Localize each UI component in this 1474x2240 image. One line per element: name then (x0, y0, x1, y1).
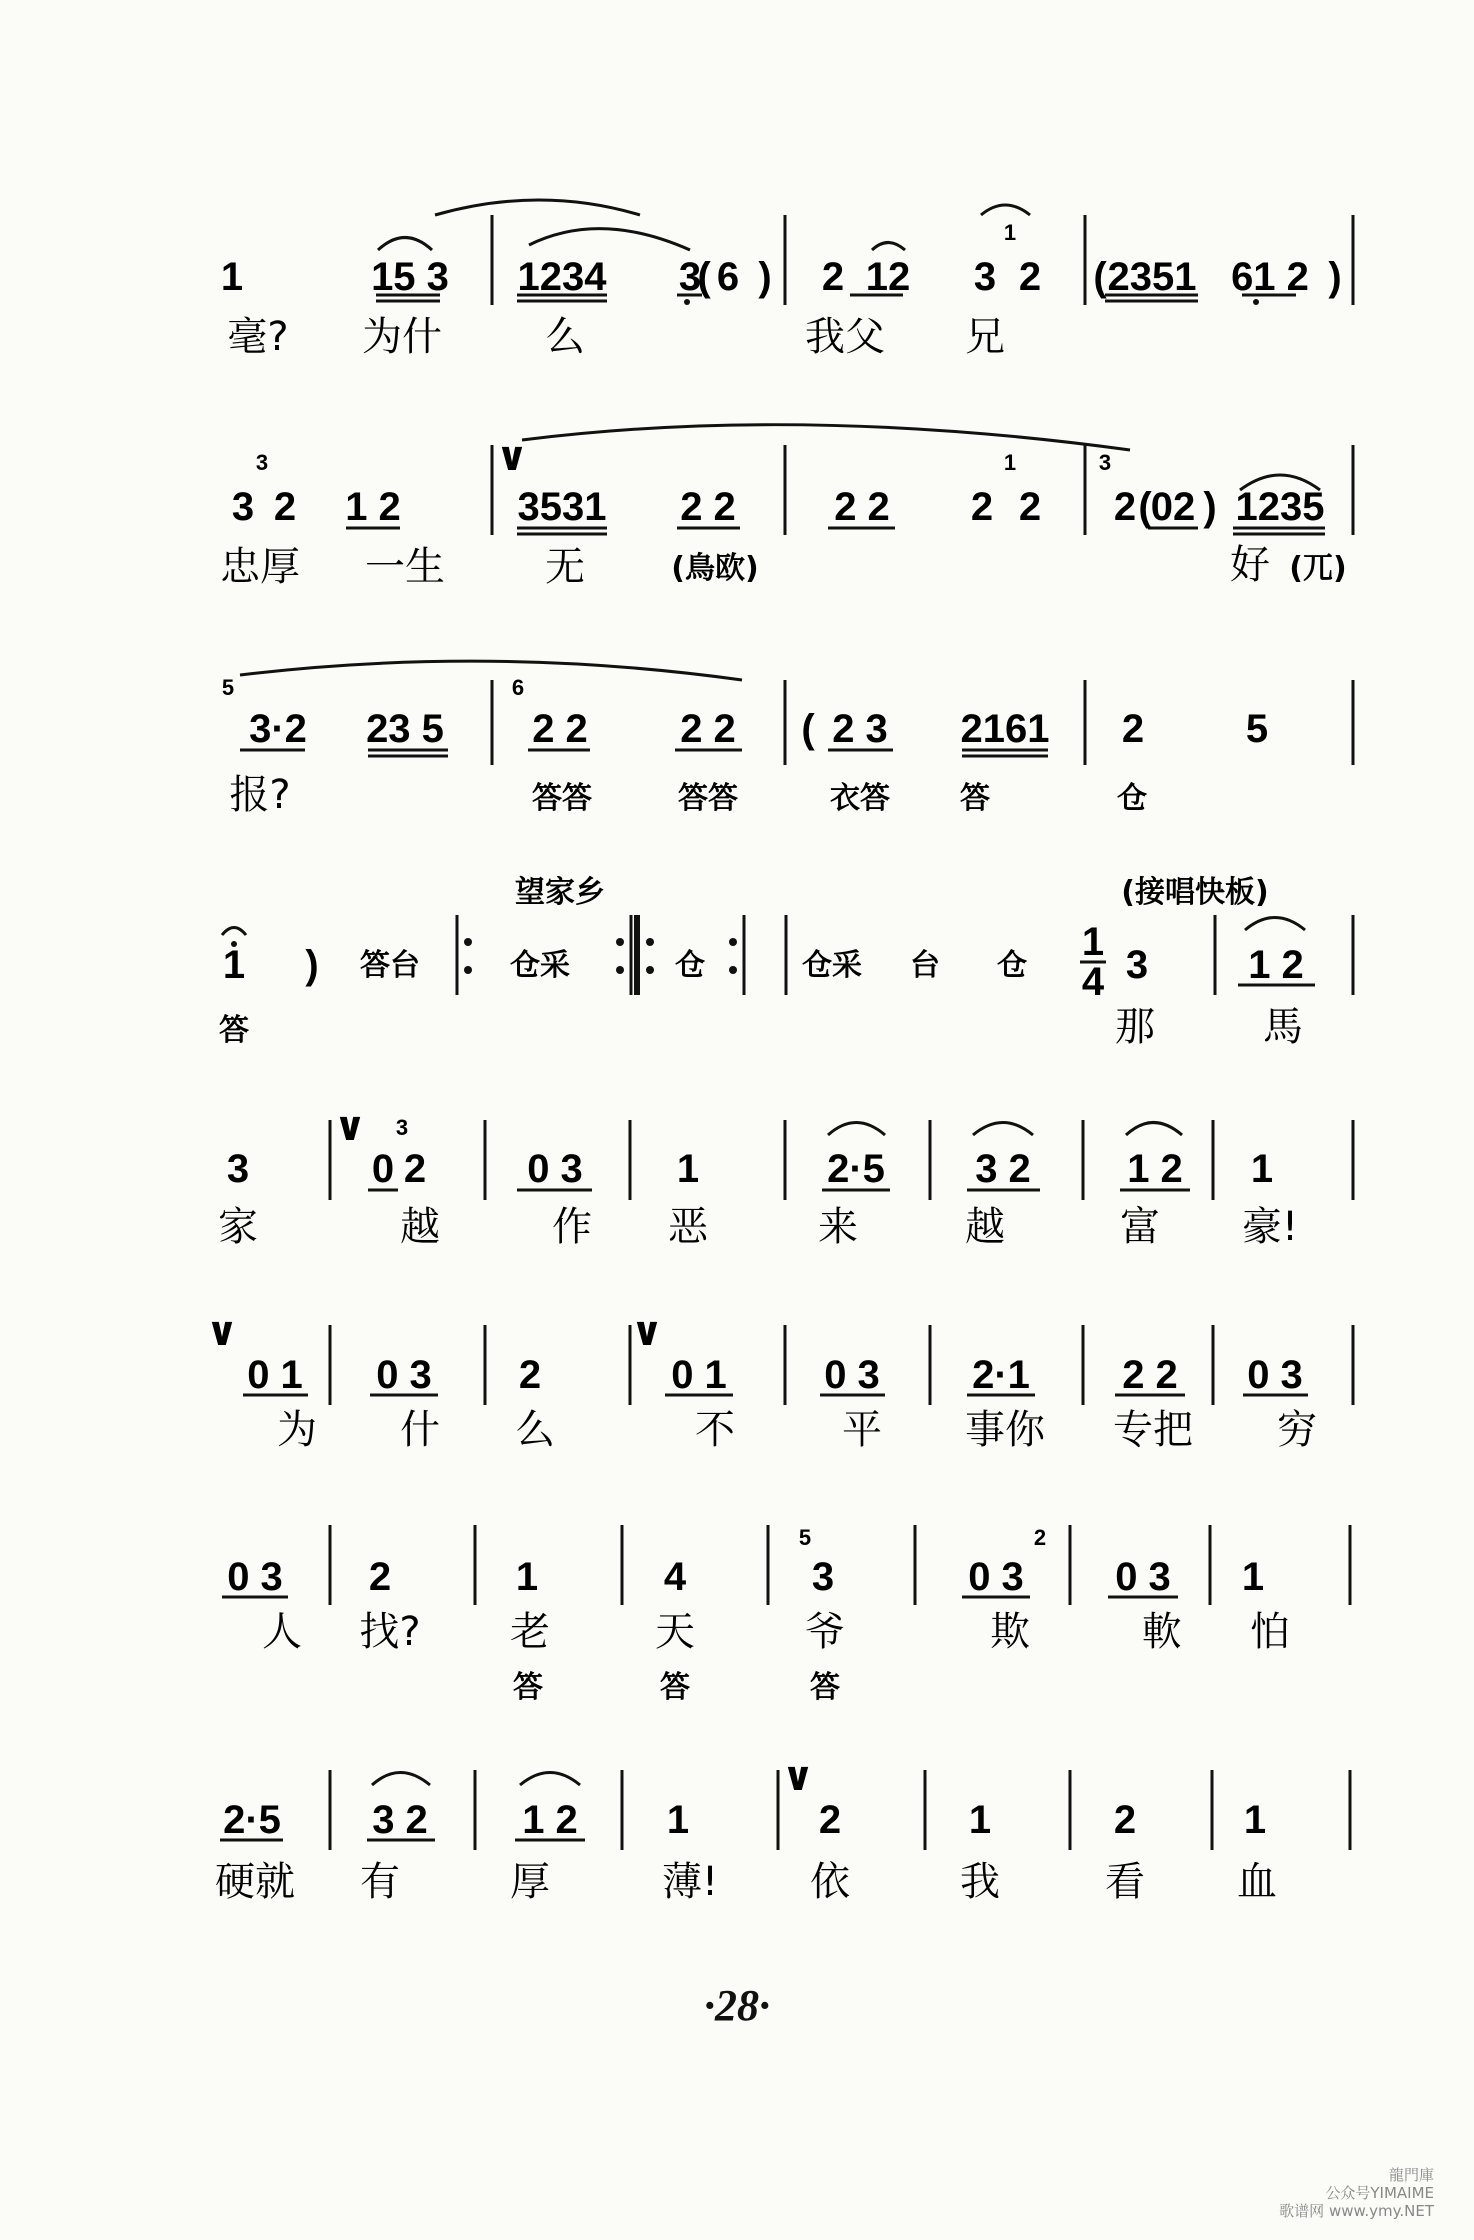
note: 6 (716, 255, 740, 299)
note: 2 (1113, 1798, 1137, 1842)
grace-note: 1 (1003, 220, 1017, 245)
lyric: 薄! (661, 1859, 719, 1905)
lyric: 恶 (668, 1204, 708, 1250)
note: 3531 (517, 485, 607, 529)
lyric: 事你 (965, 1407, 1045, 1453)
note: 0 3 (1247, 1353, 1303, 1397)
lyric: 么 (545, 314, 585, 360)
percussion-syllable: 仓采 (802, 948, 862, 983)
breath-mark: ∨ (630, 1310, 664, 1354)
lyric: 血 (1237, 1859, 1277, 1905)
note: 2 (1121, 707, 1145, 751)
note: 3 2 (975, 1147, 1031, 1191)
grace-note: 5 (221, 675, 235, 700)
lyric: 老 (510, 1609, 550, 1655)
note: 1 2 (345, 485, 401, 529)
grace-note: 2 (1033, 1525, 1047, 1550)
note: 2 3 (832, 707, 888, 751)
lyric: 平 (842, 1407, 882, 1453)
lyric: 好 (1230, 542, 1270, 588)
note: 2 2 (532, 707, 588, 751)
note: 2 2 (834, 485, 890, 529)
note: 2 2 (680, 485, 736, 529)
grace-note: 5 (798, 1525, 812, 1550)
lyric: 为什 (362, 314, 442, 360)
lyric: 硬就 (215, 1859, 295, 1905)
grace-note: 3 (255, 450, 269, 475)
slur-bracket: ( (801, 707, 815, 751)
note: 3 (231, 485, 255, 529)
note: 12 (865, 255, 911, 299)
note: 1 2 (1248, 943, 1304, 987)
percussion-syllable: 答 (660, 1670, 690, 1705)
repeat-dots (231, 299, 1259, 974)
lyric: 厚 (510, 1859, 550, 1905)
note: 2·5 (223, 1798, 281, 1842)
lyric: 越 (400, 1204, 440, 1250)
lyric: 依 (810, 1859, 850, 1905)
watermark-line: 歌谱网 www.ymy.NET (1279, 2202, 1434, 2220)
slur-bracket: ( (1138, 485, 1152, 529)
lyric: 豪! (1241, 1204, 1299, 1250)
lyric: 为 (277, 1407, 317, 1453)
breath-mark: ∨ (205, 1310, 239, 1354)
note: 0 (371, 1147, 395, 1191)
lyric: 爷 (805, 1609, 845, 1655)
note: 3 (973, 255, 997, 299)
lyric: 专把 (1113, 1407, 1193, 1453)
note: 1 (1241, 1555, 1265, 1599)
note: 2 (821, 255, 845, 299)
note: 0 3 (1115, 1555, 1171, 1599)
lyric: 富 (1120, 1204, 1160, 1250)
note: 3 (1125, 943, 1149, 987)
percussion-syllable: 衣答 (830, 781, 890, 816)
grace-note: 6 (511, 675, 525, 700)
note: 0 1 (247, 1353, 303, 1397)
grace-note: 3 (1098, 450, 1112, 475)
watermark (1279, 2166, 1434, 2220)
lyric: 馬 (1263, 1004, 1303, 1050)
lyric: 作 (552, 1204, 592, 1250)
note: 1234 (517, 255, 607, 299)
note: 2 2 (1122, 1353, 1178, 1397)
breath-mark: ∨ (495, 435, 529, 479)
note: 3 (678, 255, 702, 299)
note: 2351 (1107, 255, 1197, 299)
note: 0 1 (671, 1353, 727, 1397)
lyric-interjection: (鳥欧) (671, 551, 759, 586)
percussion-syllable: 答 (810, 1670, 840, 1705)
note: 0 3 (227, 1555, 283, 1599)
lyric: 毫? (227, 314, 289, 360)
slur-bracket: ( (1093, 255, 1107, 299)
note: 2161 (960, 707, 1050, 751)
note: 2 (273, 485, 297, 529)
lyric: 人 (262, 1609, 302, 1655)
lyric: 找? (359, 1609, 421, 1655)
percussion-syllable: 台 (910, 948, 940, 983)
note: 2 (1113, 485, 1137, 529)
percussion-syllable: 答答 (678, 781, 738, 816)
note: 2 (818, 1798, 842, 1842)
percussion-syllable: 仓 (1117, 781, 1147, 816)
lyric: 兄 (965, 314, 1005, 360)
lyric: 欺 (990, 1609, 1030, 1655)
note: 1 (1250, 1147, 1274, 1191)
note: 15 3 (371, 255, 449, 299)
tune-name: 望家乡 (515, 875, 605, 910)
slur-bracket: ) (1328, 255, 1342, 299)
lyric: 不 (695, 1407, 735, 1453)
note: 1235 (1235, 485, 1325, 529)
note: 02 (1150, 485, 1196, 529)
breath-mark: ∨ (781, 1755, 815, 1799)
grace-note: 1 (1003, 450, 1017, 475)
note: 2 (970, 485, 994, 529)
note: 1 (220, 255, 244, 299)
note: 5 (1245, 707, 1269, 751)
lyric: 有 (360, 1859, 400, 1905)
watermark-line: 公众号YIMAIME (1325, 2184, 1434, 2202)
note: 0 3 (527, 1147, 583, 1191)
lyric: 无 (545, 544, 585, 590)
note: 2 2 (680, 707, 736, 751)
note: 2 (403, 1147, 427, 1191)
note: 61 2 (1231, 255, 1309, 299)
page-number: ·28· (704, 1981, 770, 2030)
note: 2 (1018, 255, 1042, 299)
slur-bracket: ) (758, 255, 772, 299)
slur-bracket: ) (1203, 485, 1217, 529)
percussion-syllable: 仓 (675, 948, 705, 983)
percussion-syllable: 仓 (997, 948, 1027, 983)
note: 1 (666, 1798, 690, 1842)
lyric: 那 (1115, 1004, 1155, 1050)
lyric: 天 (655, 1609, 695, 1655)
percussion-syllable: 答 (513, 1670, 543, 1705)
time-signature-bottom: 4 (1081, 960, 1105, 1004)
note: 1 (1243, 1798, 1267, 1842)
note: 2·1 (972, 1353, 1030, 1397)
note: 2·5 (827, 1147, 885, 1191)
lyric: 穷 (1277, 1407, 1317, 1453)
note: 1 2 (1127, 1147, 1183, 1191)
note: 0 3 (824, 1353, 880, 1397)
lyric: 怕 (1250, 1609, 1290, 1655)
note: 3·2 (249, 707, 307, 751)
note: 0 3 (376, 1353, 432, 1397)
lyric: 越 (965, 1204, 1005, 1250)
percussion-syllable: 答答 (532, 781, 592, 816)
lyric: 忠厚 (220, 544, 300, 590)
lyric-interjection: (兀) (1289, 551, 1347, 586)
lyric: 一生 (365, 544, 445, 590)
lyric: 么 (515, 1407, 555, 1453)
percussion-syllable: 答 (960, 781, 990, 816)
note: 3 (811, 1555, 835, 1599)
note: 3 (226, 1147, 250, 1191)
note: 2 (1018, 485, 1042, 529)
lyric: 我父 (805, 314, 885, 360)
note: 4 (663, 1555, 687, 1599)
note: 1 (968, 1798, 992, 1842)
lyric: 我 (960, 1859, 1000, 1905)
system-7 (222, 1525, 1350, 1605)
note: 2 (368, 1555, 392, 1599)
grace-note: 3 (395, 1115, 409, 1140)
note: 1 (676, 1147, 700, 1191)
lyric: 軟 (1142, 1609, 1182, 1655)
lyric: 家 (218, 1204, 258, 1250)
note: 0 3 (968, 1555, 1024, 1599)
note: 3 2 (372, 1798, 428, 1842)
performance-note: (接唱快板) (1121, 875, 1269, 910)
percussion-syllable: 答台 (360, 948, 420, 983)
lyric: 来 (818, 1204, 858, 1250)
time-signature-top: 1 (1081, 920, 1105, 964)
note: 1 (222, 943, 246, 987)
slur-bracket: ( (697, 255, 711, 299)
note: 1 2 (522, 1798, 578, 1842)
note: 23 5 (366, 707, 444, 751)
lyric: 报? (229, 772, 291, 818)
percussion-syllable: 仓采 (510, 948, 570, 983)
breath-mark: ∨ (333, 1105, 367, 1149)
lyric: 看 (1105, 1859, 1145, 1905)
note: 1 (515, 1555, 539, 1599)
slur-bracket: ) (305, 943, 319, 987)
note: 2 (518, 1353, 542, 1397)
percussion-syllable: 答 (219, 1013, 249, 1048)
lyric: 什 (400, 1407, 440, 1453)
watermark-line: 龍門庫 (1388, 2166, 1434, 2184)
